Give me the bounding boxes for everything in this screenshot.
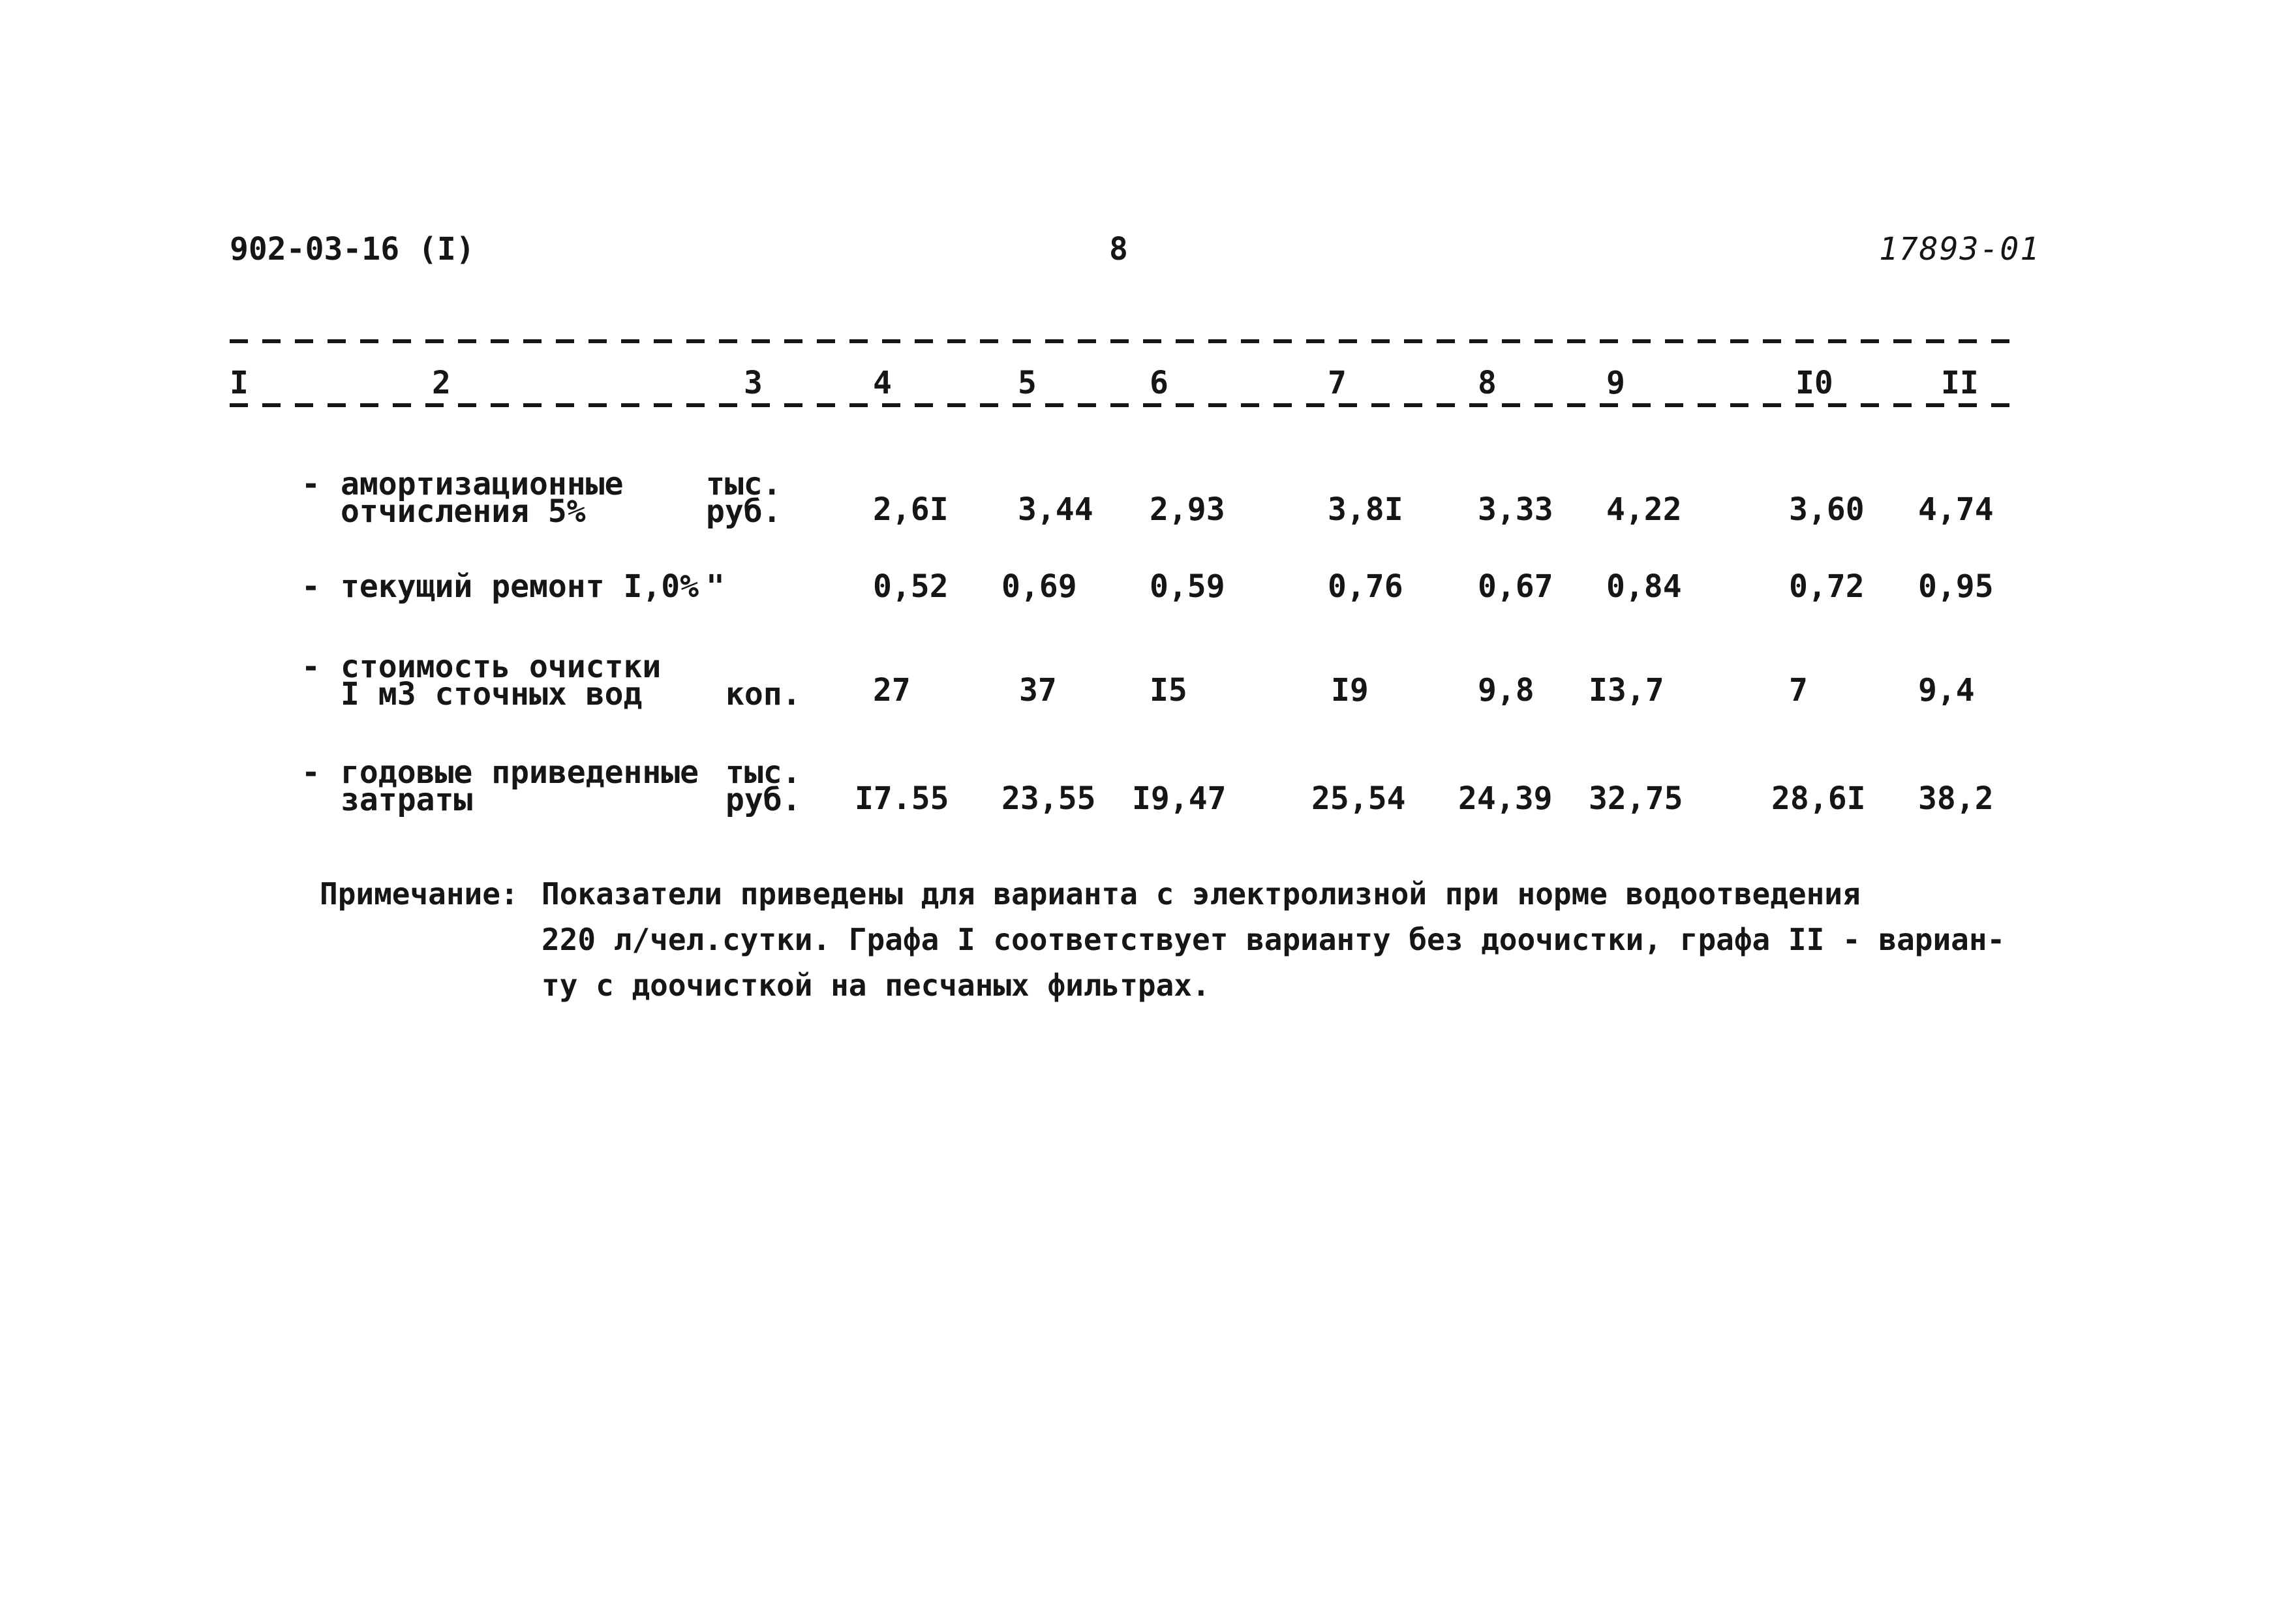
table-cell: 25,54	[1311, 780, 1406, 817]
row-label: текущий ремонт I,0%	[341, 568, 699, 605]
table-cell: 37	[1019, 672, 1057, 709]
table-cell: 9,8	[1478, 672, 1534, 709]
row-unit: тыс.	[725, 754, 801, 791]
document-stamp: 17893-01	[1879, 231, 2041, 268]
column-number: II	[1941, 365, 1979, 401]
row-label: амортизационные	[341, 466, 624, 502]
table-cell: 3,33	[1478, 491, 1553, 528]
note-line: ту с доочисткой на песчаных фильтрах.	[542, 968, 1210, 1003]
table-cell: 4,74	[1918, 491, 1994, 528]
table-cell: I7.55	[855, 780, 949, 817]
table-cell: I5	[1150, 672, 1187, 709]
table-cell: 0,69	[1001, 568, 1077, 605]
page-number: 8	[1109, 231, 1128, 268]
note-label: Примечание:	[320, 876, 519, 912]
table-cell: 4,22	[1606, 491, 1682, 528]
table-cell: 24,39	[1458, 780, 1553, 817]
table-cell: I9,47	[1132, 780, 1227, 817]
row-unit: руб.	[725, 782, 801, 818]
table-cell: 9,4	[1918, 672, 1975, 709]
column-number: 7	[1328, 365, 1347, 401]
table-cell: 3,60	[1789, 491, 1865, 528]
header-bottom-rule	[230, 403, 2017, 407]
row-dash: -	[301, 568, 320, 605]
column-number: I	[230, 365, 249, 401]
column-number: 9	[1606, 365, 1625, 401]
note-line: Показатели приведены для варианта с электролизной при норме водоотведения	[542, 876, 1861, 912]
row-label: годовые приведенные	[341, 754, 699, 791]
column-number: 6	[1150, 365, 1168, 401]
column-number: 5	[1018, 365, 1037, 401]
column-number: 8	[1478, 365, 1497, 401]
table-cell: 3,44	[1018, 491, 1093, 528]
note-line: 220 л/чел.сутки. Графа I соответствует варианту без доочистки, графа II - вариан-	[542, 922, 2006, 957]
document-code: 902-03-16 (I)	[230, 231, 475, 268]
row-dash: -	[301, 649, 320, 685]
row-unit: тыс.	[706, 466, 782, 502]
table-cell: 32,75	[1589, 780, 1683, 817]
row-dash: -	[301, 754, 320, 791]
table-cell: 0,59	[1150, 568, 1225, 605]
table-cell: 0,95	[1918, 568, 1994, 605]
table-cell: 3,8I	[1328, 491, 1403, 528]
row-label: I м3 сточных вод	[341, 676, 643, 712]
row-label: отчисления 5%	[341, 493, 586, 530]
table-cell: 0,84	[1606, 568, 1682, 605]
row-unit: коп.	[725, 676, 801, 712]
column-number: I0	[1795, 365, 1833, 401]
column-number: 2	[432, 365, 451, 401]
column-number: 4	[873, 365, 892, 401]
row-unit: "	[706, 568, 725, 605]
table-cell: 0,52	[873, 568, 949, 605]
header-top-rule	[230, 339, 2017, 343]
table-cell: 28,6I	[1771, 780, 1866, 817]
table-cell: I9	[1331, 672, 1369, 709]
row-label: стоимость очистки	[341, 649, 662, 685]
table-cell: 27	[873, 672, 911, 709]
table-cell: 23,55	[1001, 780, 1096, 817]
row-dash: -	[301, 466, 320, 502]
table-cell: 2,93	[1150, 491, 1225, 528]
table-cell: 7	[1789, 672, 1808, 709]
row-unit: руб.	[706, 493, 782, 530]
row-label: затраты	[341, 782, 473, 818]
table-cell: 2,6I	[873, 491, 949, 528]
table-cell: 0,76	[1328, 568, 1403, 605]
column-number: 3	[744, 365, 763, 401]
table-cell: I3,7	[1589, 672, 1664, 709]
table-cell: 0,67	[1478, 568, 1553, 605]
table-cell: 0,72	[1789, 568, 1865, 605]
table-cell: 38,2	[1918, 780, 1994, 817]
